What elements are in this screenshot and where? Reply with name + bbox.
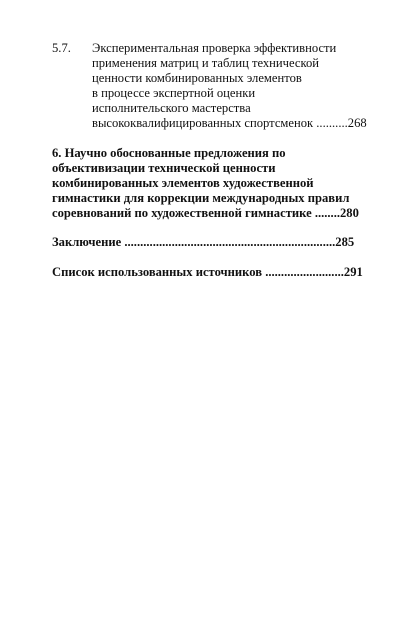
toc-references: Список использованных источников .........................291 [52,265,363,279]
toc-entry-text-line: применения матриц и таблиц технической [92,56,320,70]
toc-entry-text-line: Экспериментальная проверка эффективности [92,41,337,55]
toc-entry-number: 5.7. [52,41,71,55]
toc-chapter-line: комбинированных элементов художественной [52,176,314,190]
toc-chapter-line: 6. Научно обоснованные предложения по [52,146,286,160]
toc-chapter-line: объективизации технической ценности [52,161,276,175]
toc-conclusion: Заключение ...................................................................285 [52,235,355,249]
toc-entry-text-line: ценности комбинированных элементов [92,71,302,85]
toc-chapter-last-line: соревнований по художественной гимнастике ........280 [52,206,359,220]
toc-chapter-line: гимнастики для коррекции международных правил [52,191,350,205]
toc-entry-text-line: в процессе экспертной оценки [92,86,256,100]
toc-entry-last-line: высококвалифицированных спортсменок ..........268 [92,116,367,130]
toc-entry-text-line: исполнительского мастерства [92,101,251,115]
